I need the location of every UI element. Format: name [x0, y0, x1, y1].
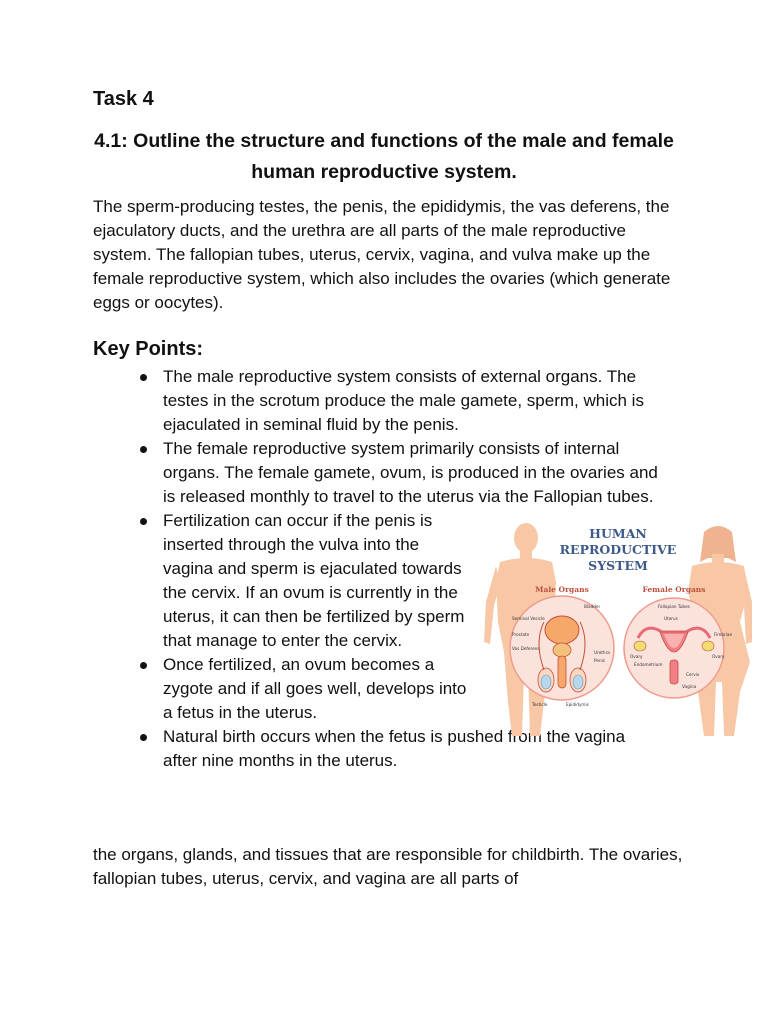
male-label: Testicle: [532, 702, 548, 707]
female-label: Fimbriae: [714, 632, 733, 637]
key-point-item: [93, 437, 663, 509]
male-organs-heading: Male Organs: [535, 585, 589, 594]
male-label: Prostate: [512, 632, 530, 637]
bullet-icon: [140, 374, 147, 381]
male-label: Seminal Vesicle: [512, 616, 545, 621]
main-heading: 4.1: Outline the structure and functions of the male and female human reproductive system.: [94, 130, 674, 183]
female-label: Fallopian Tubes: [658, 604, 690, 609]
key-point-text: The male reproductive system consists of external organs. The testes in the scrotum produce the male gamete, sperm, which is ejaculated in seminal fluid by the penis.: [163, 367, 644, 434]
female-organs-heading: Female Organs: [642, 585, 706, 594]
closing-paragraph: the organs, glands, and tissues that are responsible for childbirth. The ovaries, fallopian tubes, uterus, cervix, and vagina are all parts of: [93, 845, 683, 888]
male-label: Vas Deferens: [512, 646, 540, 651]
key-point-text: Natural birth occurs when the fetus is pushed from the vagina after nine months in the uterus.: [163, 727, 626, 770]
key-point-item: [93, 653, 468, 725]
female-label: Vagina: [682, 684, 697, 689]
male-label: Urethra: [594, 650, 610, 655]
figure-title-line3: SYSTEM: [588, 558, 648, 573]
male-label: Epididymis: [566, 702, 589, 707]
figure-title-line1: HUMAN: [589, 526, 647, 541]
reproductive-system-illustration: [478, 522, 754, 740]
key-point-text: Fertilization can occur if the penis is inserted through the vulva into the vagina and sperm is ejaculated towards the cervix. If an ovum is currently in the uterus, it can then be fertilized by sperm that manage to enter the cervix.: [163, 511, 465, 650]
female-label: Ovary: [630, 654, 643, 659]
figure-title-line2: REPRODUCTIVE: [559, 542, 677, 557]
female-label: Endometrium: [634, 662, 663, 667]
female-label: Ovary: [712, 654, 725, 659]
key-point-text: Once fertilized, an ovum becomes a zygote and if all goes well, develops into a fetus in the uterus.: [163, 655, 467, 722]
intro-paragraph: The sperm-producing testes, the penis, the epididymis, the vas deferens, the ejaculatory ducts, and the urethra are all parts of the male reproductive system. The fallopian tubes, uterus, cervix, vagina, and vulva make up the female reproductive system, which also includes the ovaries (which generate eggs or oocytes).: [93, 197, 671, 312]
bullet-icon: [140, 662, 147, 669]
key-point-item: [93, 365, 673, 437]
female-label: Uterus: [664, 616, 678, 621]
bullet-icon: [140, 734, 147, 741]
key-point-item: [93, 509, 468, 653]
male-label: Penis: [594, 658, 605, 663]
female-label: Cervix: [686, 672, 700, 677]
bullet-icon: [140, 518, 147, 525]
male-label: Bladder: [584, 604, 601, 609]
key-points-heading: Key Points:: [93, 338, 204, 360]
key-point-text: The female reproductive system primarily consists of internal organs. The female gamete, ovum, is produced in the ovaries and is released monthly to travel to the uterus via the Fallopian tubes.: [163, 439, 658, 506]
task-title: Task 4: [93, 88, 154, 110]
bullet-icon: [140, 446, 147, 453]
